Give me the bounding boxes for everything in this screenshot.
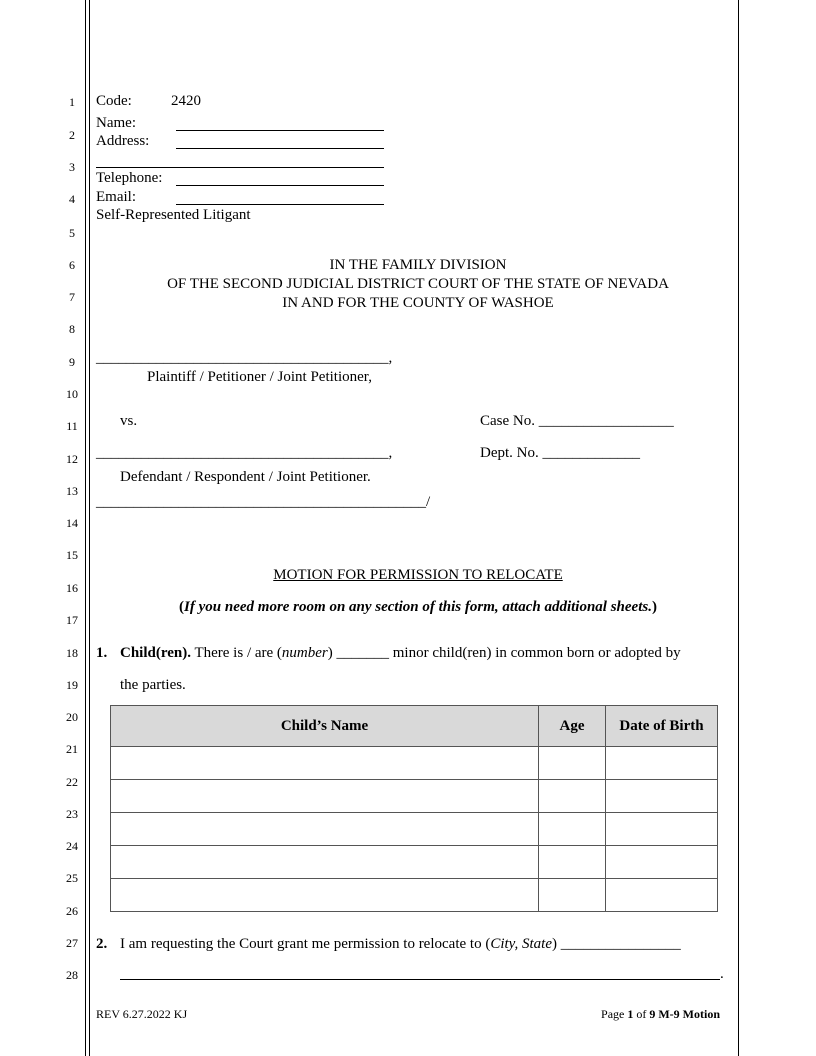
col-child-name: Child’s Name	[111, 706, 539, 747]
age-cell[interactable]	[539, 747, 606, 780]
note-open-paren: (	[179, 599, 185, 615]
child-name-cell[interactable]	[111, 879, 539, 912]
line-number: 12	[66, 452, 78, 466]
plaintiff-name-line[interactable]: _______________________________________,	[96, 350, 393, 366]
item-1-number-word: number	[281, 645, 328, 661]
name-field[interactable]	[176, 130, 384, 131]
line-number: 14	[66, 516, 78, 530]
court-division: IN THE FAMILY DIVISION	[329, 257, 507, 273]
page-word: Page	[601, 1007, 628, 1021]
page-number: 1	[627, 1007, 634, 1021]
telephone-field[interactable]	[176, 185, 384, 186]
court-name: OF THE SECOND JUDICIAL DISTRICT COURT OF THE STATE OF NEVADA	[167, 276, 669, 292]
line-number: 11	[66, 419, 78, 433]
line-number: 18	[66, 646, 78, 660]
page-total: 9	[649, 1007, 656, 1021]
age-cell[interactable]	[539, 780, 606, 813]
line-number: 8	[69, 322, 75, 336]
of-word: of	[633, 1007, 650, 1021]
item-1-continuation: the parties.	[120, 677, 186, 693]
line-number: 3	[69, 160, 75, 174]
table-row	[111, 780, 718, 813]
line-number: 27	[66, 936, 78, 950]
line-number: 1	[69, 95, 75, 109]
line-number: 6	[69, 258, 75, 272]
page-indicator	[601, 1007, 720, 1022]
item-1-number: 1.	[96, 645, 108, 661]
item-1-text-a: There is / are (	[190, 645, 282, 661]
self-represented-label: Self-Represented Litigant	[96, 207, 251, 223]
table-row	[111, 813, 718, 846]
age-cell[interactable]	[539, 846, 606, 879]
versus-label: vs.	[120, 413, 138, 429]
age-cell[interactable]	[539, 879, 606, 912]
line-number: 7	[69, 290, 75, 304]
dob-cell[interactable]	[606, 780, 718, 813]
child-name-cell[interactable]	[111, 780, 539, 813]
line-number: 16	[66, 581, 78, 595]
name-label: Name:	[96, 115, 136, 131]
line-number: 4	[69, 192, 75, 206]
caption-closing-line: ____________________________________________/	[96, 494, 431, 510]
document-title-text: MOTION FOR PERMISSION TO RELOCATE	[273, 567, 563, 583]
line-number: 22	[66, 775, 78, 789]
child-name-cell[interactable]	[111, 747, 539, 780]
code-value: 2420	[171, 93, 201, 109]
line-number: 23	[66, 807, 78, 821]
item-2-period: .	[720, 966, 724, 982]
dob-cell[interactable]	[606, 813, 718, 846]
children-table	[110, 705, 718, 912]
item-2-city-state: City, State	[490, 936, 552, 952]
line-number: 15	[66, 548, 78, 562]
col-age: Age	[539, 706, 606, 747]
line-number: 28	[66, 968, 78, 982]
plaintiff-label: Plaintiff / Petitioner / Joint Petitioner,	[147, 369, 372, 385]
dob-cell[interactable]	[606, 879, 718, 912]
item-1-text-b: ) _______ minor child(ren) in common born or adopted by	[327, 645, 681, 661]
line-number: 2	[69, 128, 75, 142]
line-number: 5	[69, 226, 75, 240]
item-1-heading: Child(ren).	[120, 645, 191, 661]
defendant-name-line[interactable]: _______________________________________,	[96, 445, 393, 461]
revision-label: REV 6.27.2022 KJ	[96, 1007, 188, 1021]
case-number-field[interactable]: Case No. __________________	[480, 413, 674, 429]
left-margin-rule-2	[89, 0, 90, 1056]
item-2-text	[120, 936, 681, 953]
email-label: Email:	[96, 189, 136, 205]
address-field[interactable]	[176, 148, 384, 149]
address-field-line-2[interactable]	[96, 167, 384, 168]
line-number: 19	[66, 678, 78, 692]
email-field[interactable]	[176, 204, 384, 205]
defendant-label: Defendant / Respondent / Joint Petitioner.	[120, 469, 371, 485]
line-number: 20	[66, 710, 78, 724]
table-row	[111, 879, 718, 912]
line-number: 17	[66, 613, 78, 627]
table-row	[111, 747, 718, 780]
line-number: 24	[66, 839, 78, 853]
item-2-text-a: I am requesting the Court grant me permission to relocate to (	[120, 936, 491, 952]
address-label: Address:	[96, 133, 150, 149]
child-name-cell[interactable]	[111, 846, 539, 879]
document-title	[96, 567, 740, 584]
line-number: 13	[66, 484, 78, 498]
department-number-field[interactable]: Dept. No. _____________	[480, 445, 640, 461]
code-label: Code:	[96, 93, 132, 109]
line-number: 10	[66, 387, 78, 401]
item-1-text	[120, 645, 681, 662]
relocation-destination-field[interactable]	[120, 979, 720, 980]
note-close-paren: )	[651, 599, 657, 615]
line-number: 21	[66, 742, 78, 756]
note-text: If you need more room on any section of this form, attach additional sheets.	[184, 599, 652, 615]
line-number: 25	[66, 871, 78, 885]
dob-cell[interactable]	[606, 846, 718, 879]
item-2-text-b: ) ________________	[551, 936, 681, 952]
table-header-row	[111, 706, 718, 747]
line-number: 9	[69, 355, 75, 369]
age-cell[interactable]	[539, 813, 606, 846]
item-2-number: 2.	[96, 936, 108, 952]
dob-cell[interactable]	[606, 747, 718, 780]
table-row	[111, 846, 718, 879]
form-id: M-9 Motion	[655, 1007, 720, 1021]
right-margin-rule	[738, 0, 739, 1056]
child-name-cell[interactable]	[111, 813, 539, 846]
telephone-label: Telephone:	[96, 170, 163, 186]
court-county: IN AND FOR THE COUNTY OF WASHOE	[282, 295, 554, 311]
line-number: 26	[66, 904, 78, 918]
additional-sheets-note	[96, 599, 740, 616]
col-date-of-birth: Date of Birth	[606, 706, 718, 747]
